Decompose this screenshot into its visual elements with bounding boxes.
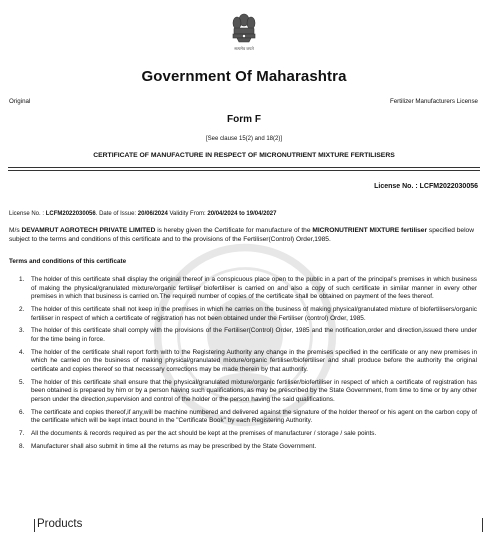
term-number: 2. (19, 305, 25, 313)
term-number: 4. (19, 348, 25, 356)
list-item (9, 327, 477, 344)
license-number-header (374, 183, 478, 190)
term-text: The holder of the certificate shall report forth with to the Registering Authority any change in the premises specified in the certificate or any new premises in which he carried on the business of making physical/granulated mixture/organic fertiliser/biofertiliser and shall produce before the authority the original certificate and copies thereof so that necessary corrections may be made therein by that authority. (31, 348, 477, 373)
product-name: MICRONUTRIENT MIXTURE fertiliser (312, 227, 428, 234)
term-text: The holder of this certificate shall ensure that the physical/granulated mixture/organic fertiliser/biofertiliser in respect of which a certificate of registration has been obtained is prepared by him or by a person having such qualifications, as may be prescribed by the State Government, from time to time or by any other person under the direction,supervision and control of the holder or the person having the said qualifications. (31, 378, 477, 403)
term-text: All the documents & records required as per the act should be kept at the premises of manufacturer / storage / sale points. (31, 430, 377, 438)
license-number-value: LCFM2022030056 (419, 183, 478, 190)
meta-validity-from: 20/04/2024 (207, 211, 238, 217)
footer-edge-divider (482, 518, 483, 532)
meta-issue-date: 20/06/2024 (137, 211, 168, 217)
original-label: Original (9, 98, 31, 105)
certificate-statement (9, 227, 474, 244)
list-item (9, 276, 477, 302)
statement-prefix: M/s (9, 227, 22, 234)
terms-list (9, 276, 477, 456)
term-number: 6. (19, 408, 25, 416)
term-text: The certificate and copies thereof,if any,will be machine numbered and delivered against the signature of the holder thereof or his agent on the carbon copy of the certificate which will be kept intact bound in the "Certificate Book" by each Registering Authority. (31, 408, 477, 425)
divider-top (8, 167, 480, 168)
list-item (9, 443, 477, 452)
divider-bottom (8, 170, 480, 171)
meta-validity-to: 19/04/2027 (246, 211, 277, 217)
term-text: The holder of this certificate shall not keep in the premises in which he carries on the business of making physical/granulated mixture of biofertilisers/organic fertiliser in respect of which a certificate of registration has not been obtained under the Fertiliser (control) Order, 1985. (31, 305, 477, 322)
statement-middle: is hereby given the Certificate for manufacture of the (155, 227, 313, 234)
list-item (9, 349, 477, 375)
certificate-title: CERTIFICATE OF MANUFACTURE IN RESPECT OF MICRONUTRIENT MIXTURE FERTILISERS (93, 152, 395, 159)
form-title: Form F (227, 114, 261, 125)
license-category: Fertilizer Manufacturers License (389, 98, 478, 105)
term-text: The holder of this certificate shall display the original thereof in a conspicuous place open to the public in a part of the principal's premises in which business of making the physical/granulated mixture/organic fertiliser biofertiliser is carried on and also a copy of such certificate in similar manner in every other premises in which that business is carried on.The required number of copies of the certificate shall be obtained on payment of the fees thereof. (31, 276, 477, 301)
statement-suffix: specified below subject to the terms and conditions of this certificate and to the provisions of the Fertiliser(Control) Order,1985. (9, 227, 474, 243)
term-number: 8. (19, 442, 25, 450)
list-item (9, 379, 477, 405)
clause-reference: [See clause 15(2) and 18(2)] (205, 136, 283, 142)
meta-validity-to-label: to (239, 211, 245, 217)
license-meta-line (9, 211, 276, 217)
company-name: DEVAMRUT AGROTECH PRIVATE LIMITED (21, 227, 156, 234)
term-number: 5. (19, 378, 25, 386)
government-title: Government Of Maharashtra (141, 68, 347, 85)
term-number: 7. (19, 430, 25, 438)
term-text: Manufacturer shall also submit in time all the returns as may be prescribed by the State Government. (31, 442, 317, 450)
term-number: 1. (19, 276, 25, 283)
meta-license-value: LCFM2022030056 (45, 211, 96, 217)
svg-text:सत्यमेव जयते: सत्यमेव जयते (234, 46, 254, 51)
meta-license-label: License No. : (9, 211, 45, 217)
terms-heading: Terms and conditions of this certificate (9, 258, 127, 265)
products-tab[interactable]: Products (37, 518, 83, 530)
list-item (9, 430, 477, 439)
meta-validity-label: Validity From: (167, 211, 206, 217)
license-number-label: License No. : (374, 183, 418, 190)
state-emblem-icon (229, 12, 259, 56)
meta-issue-label: . Date of Issue: (95, 211, 137, 217)
list-item (9, 409, 477, 426)
term-number: 3. (19, 327, 25, 335)
list-item (9, 306, 477, 323)
term-text: The holder of this certificate shall comply with the provisions of the Fertiliser(Control) Order, 1985 and the notification,order and direction,issued there under for the time being in force. (31, 327, 477, 343)
